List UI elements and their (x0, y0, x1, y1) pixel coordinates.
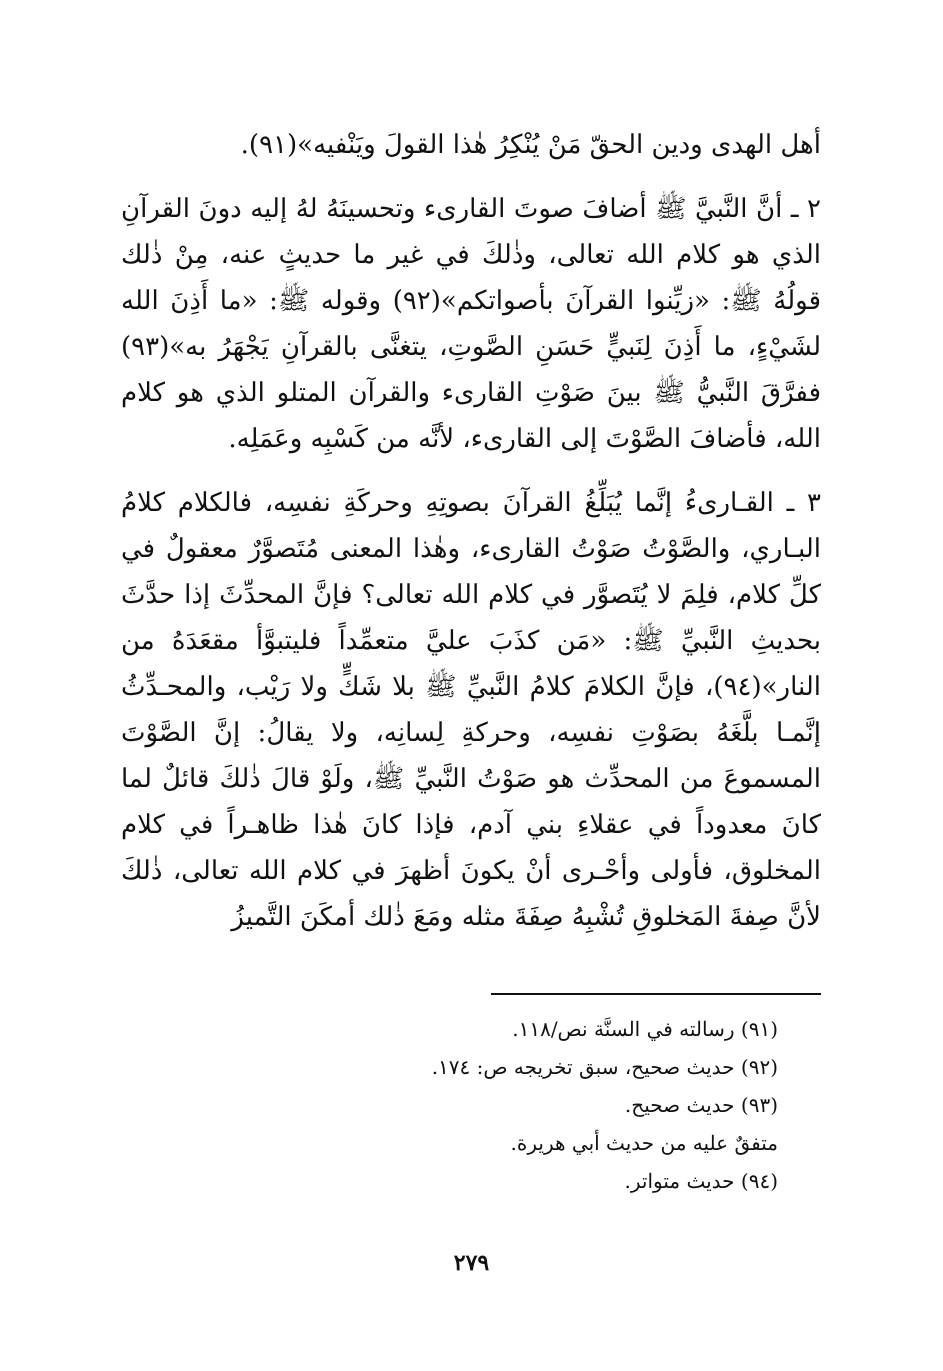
footnote-94: (٩٤) حديث متواتر. (624, 1169, 778, 1193)
paragraph-point-2: ٢ ـ أنَّ النَّبيَّ ﷺ أضافَ صوتَ القارىء وتحسينَهُ لهُ إليه دونَ القرآنِ الذي هو كلام الله تعالى، وذٰلكَ في غير ما حديثٍ عنه، مِنْ ذٰلك قولُهُ ﷺ: «زيِّنوا القرآنَ بأصواتكم»(٩٢) وقوله ﷺ: «ما أَذِنَ الله لشَيْءٍ، ما أَذِنَ لِنَبيٍّ حَسَنِ الصَّوتِ، يتغنَّى بالقرآنِ يَجْهَرُ به»(٩٣) ففرَّقَ النَّبيُّ ﷺ بينَ صَوْتِ القارىء والقرآن المتلو الذي هو كلام الله، فأضافَ الصَّوْتَ إلى القارىء، لأنَّه من كَسْبِه وعَمَلِه. (121, 194, 821, 454)
main-text (121, 122, 821, 940)
page-number: ٢٧٩ (453, 1250, 490, 1276)
footnote-93: (٩٣) حديث صحيح. (624, 1093, 778, 1117)
footnote-92: (٩٢) حديث صحيح، سبق تخريجه ص: ١٧٤. (431, 1055, 778, 1079)
footnote-93-continuation: متفقٌ عليه من حديث أبي هريرة. (510, 1131, 778, 1155)
footnotes (218, 1010, 778, 1200)
paragraph-point-3: ٣ ـ القـارىءُ إنَّما يُبَلِّغُ القرآنَ بصوتِهِ وحركَةِ نفسِه، فالكلام كلامُ البـاري، والصَّوْتُ صَوْتُ القارىء، وهٰذا المعنى مُتَصوَّرٌ معقولٌ في كلِّ كلام، فلِمَ لا يُتَصوَّر في كلام الله تعالى؟ فإنَّ المحدِّثَ إذا حدَّثَ بحديثِ النَّبيِّ ﷺ: «مَن كذَبَ عليَّ متعمِّداً فليتبوَّأ مقعَدَهُ من النار»(٩٤)، فإنَّ الكلامَ كلامُ النَّبيِّ ﷺ بلا شَكٍّ ولا رَيْب، والمحـدِّثُ إنَّمـا بلَّغَهُ بصَوْتِ نفسِه، وحركةِ لِسانِه، ولا يقالُ: إنَّ الصَّوْتَ المسموعَ من المحدِّث هو صَوْتُ النَّبيِّ ﷺ، ولَوْ قالَ ذٰلكَ قائلٌ لما كانَ معدوداً في عقلاءِ بني آدم، فإذا كانَ هٰذا ظاهـراً في كلام المخلوق، فأولى وأحْـرى أنْ يكونَ أظهرَ في كلام الله تعالى، ذٰلكَ لأنَّ صِفةَ المَخلوقِ تُشْبِهُ صِفَةَ مثله ومَعَ ذٰلك أمكَنَ التَّميزُ (121, 488, 821, 932)
footnote-divider (491, 993, 821, 995)
footnote-91: (٩١) رسالته في السنَّة نص/١١٨. (512, 1017, 778, 1041)
paragraph-continuation: أهل الهدى ودين الحقّ مَنْ يُنْكِرُ هٰذا القولَ ويَنْفيه»(٩١). (240, 130, 821, 160)
